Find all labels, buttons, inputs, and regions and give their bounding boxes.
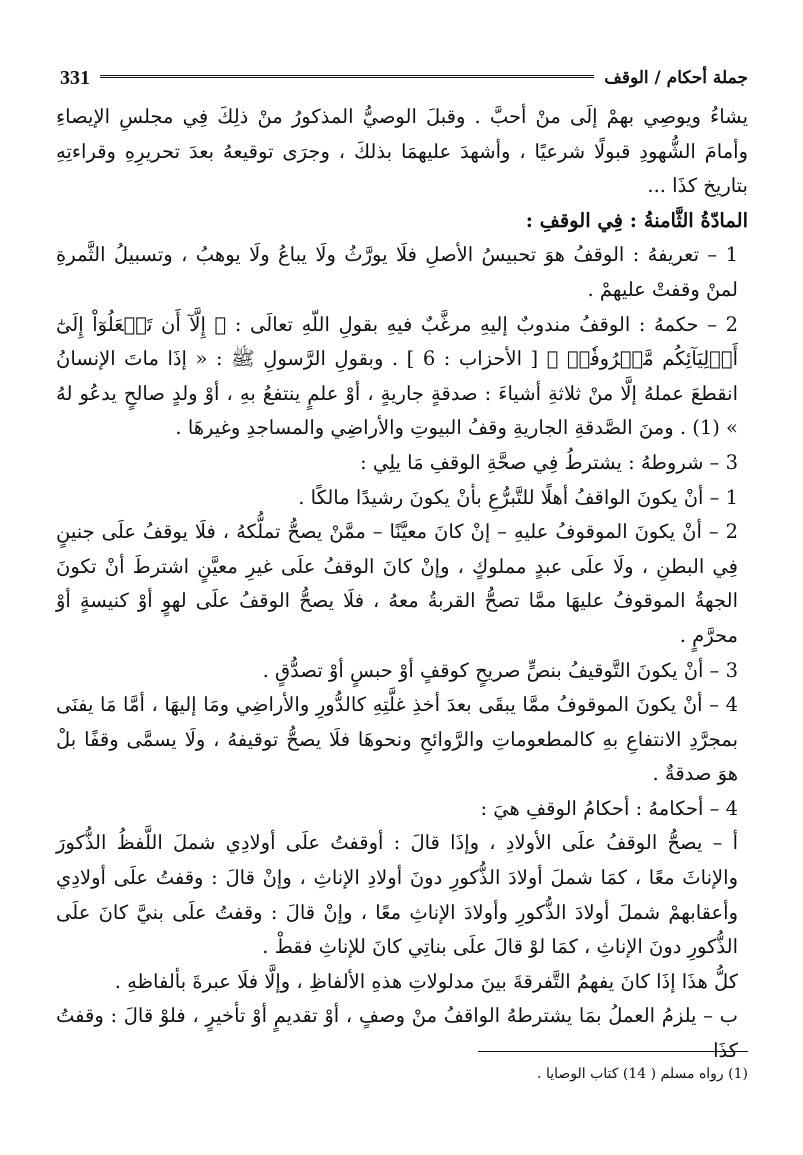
ruling-b: ب – يلزمُ العملُ بمَا يشترطهُ الواقفُ منْ وصفٍ ، أوْ تقديمٍ أوْ تأخيرٍ ، فلوْ قالَ : وقفتُ كذَا <box>56 1004 738 1063</box>
paragraph-ruling: 2 – حكمهُ : الوقفُ مندوبٌ إليهِ مرغَّبٌ فيهِ بقولِ اللّهِ تعالَى : ﴿ إِلَّآ أَن تَفۡعَلُوٓاْ إِلَىٰٓ أَوۡلِيَآئِكُم مَّعۡرُوفٗاۚ ﴾ [ الأحزاب : 6 ] . وبقولِ الرَّسولِ ﷺ : « إذَا ماتَ الإنسانُ انقطعَ عملهُ إلَّا منْ ثلاثةِ أشياءَ : صدقةٍ جاريةٍ ، أوْ علمٍ ينتفعُ بهِ ، أوْ ولدٍ صالحٍ يدعُو لهُ » (1) . ومنَ الصَّدقةِ الجاريةِ وقفُ البيوتِ والأراضِي والمساجدِ وغيرهَا . <box>56 312 738 440</box>
footnote: (1) رواه مسلم ( 14) كتاب الوصايا . <box>537 1066 748 1082</box>
condition-3: 3 – أنْ يكونَ التَّوقيفُ بنصٍّ صريحٍ كوقفٍ أوْ حبسٍ أوْ تصدُّقٍ . <box>262 658 738 682</box>
paragraph-definition: 1 – تعريفهُ : الوقفُ هوَ تحبيسُ الأصلِ فلَا يورَّثُ ولَا يباعُ ولَا يوهبُ ، وتسبيلُ الثَّمرةِ لمنْ وقفتْ عليهمْ . <box>56 243 738 301</box>
paragraph-note: كلُّ هذَا إذَا كانَ يفهمُ التَّفرقةَ بينَ مدلولاتِ هذهِ الألفاظِ ، وإلَّا فلَا عبرةَ بألفاظهِ . <box>114 969 738 993</box>
footnote-rule <box>478 1051 748 1052</box>
paragraph-rulings-heading: 4 – أحكامهُ : أحكامُ الوقفِ هيَ : <box>480 796 738 820</box>
condition-2: 2 – أنْ يكونَ الموقوفُ عليهِ – إنْ كانَ معيَّنًا – ممَّنْ يصحُّ تملُّكهُ ، فلَا يوقفُ علَى جنينٍ فِي البطنِ ، ولَا علَى عبدٍ مملوكٍ ، وإنْ كانَ الوقفُ علَى غيرِ معيَّنٍ اشترطَ أنْ تكونَ الجهةُ الموقوفُ عليهَا ممَّا تصحُّ القربةُ معهُ ، فلَا يصحُّ الوقفُ علَى لهوٍ أوْ كنيسةٍ أوْ محرَّمٍ . <box>56 520 738 647</box>
page-header <box>60 64 748 92</box>
condition-1: 1 – أنْ يكونَ الواقفُ أهلًا للتَّبرُّعِ بأنْ يكونَ رشيدًا مالكًا . <box>298 485 738 509</box>
section-heading: المادّةُ الثَّامنةُ : فِي الوقفِ : <box>525 208 748 232</box>
header-rule <box>100 75 594 81</box>
page-body <box>56 100 748 1069</box>
paragraph-continuation: يشاءُ ويوصِي بهمْ إلَى منْ أحبَّ . وقبلَ الوصيُّ المذكورُ منْ ذلِكَ فِي مجلسِ الإيصاءِ وأمامَ الشُّهودِ قبولًا شرعيًا ، وأشهدَ عليهمَا بذلكَ ، وجرَى توقيعهُ بعدَ تحريرِهِ وقراءتِهِ بتاريخ كذَا ... <box>56 105 748 198</box>
ruling-a: أ – يصحُّ الوقفُ علَى الأولادِ ، وإذَا قالَ : أوقفتُ علَى أولادِي شملَ اللَّفظُ الذُّكورَ والإناثَ معًا ، كمَا شملَ أولادَ الذُّكورِ دونَ أولادِ الإناثِ ، وإنْ قالَ : وقفتُ علَى أولادِي وأعقابهمْ شملَ أولادَ الذُّكورِ وأولادَ الإناثِ معًا ، وإنْ قالَ : وقفتُ علَى بنيَّ كانَ علَى الذُّكورِ دونَ الإناثِ ، كمَا لوْ قالَ علَى بناتِي كانَ للإناثِ فقطْ . <box>56 831 738 959</box>
running-title: جملة أحكام / الوقف <box>604 68 748 88</box>
page-number: 331 <box>60 66 90 89</box>
paragraph-conditions-heading: 3 – شروطهُ : يشترطُ فِي صحَّةِ الوقفِ مَا يلِي : <box>360 450 738 474</box>
condition-4: 4 – أنْ يكونَ الموقوفُ ممَّا يبقَى بعدَ أخذِ غلَّتِهِ كالدُّورِ والأراضِي ومَا إليهَا ، أمَّا مَا يفنَى بمجرَّدِ الانتفاعِ بهِ كالمطعوماتِ والرَّوائحِ ونحوهَا فلَا يصحُّ توقيفهُ ، ولَا يسمَّى وقفًا بلْ هوَ صدقةٌ . <box>56 693 738 786</box>
